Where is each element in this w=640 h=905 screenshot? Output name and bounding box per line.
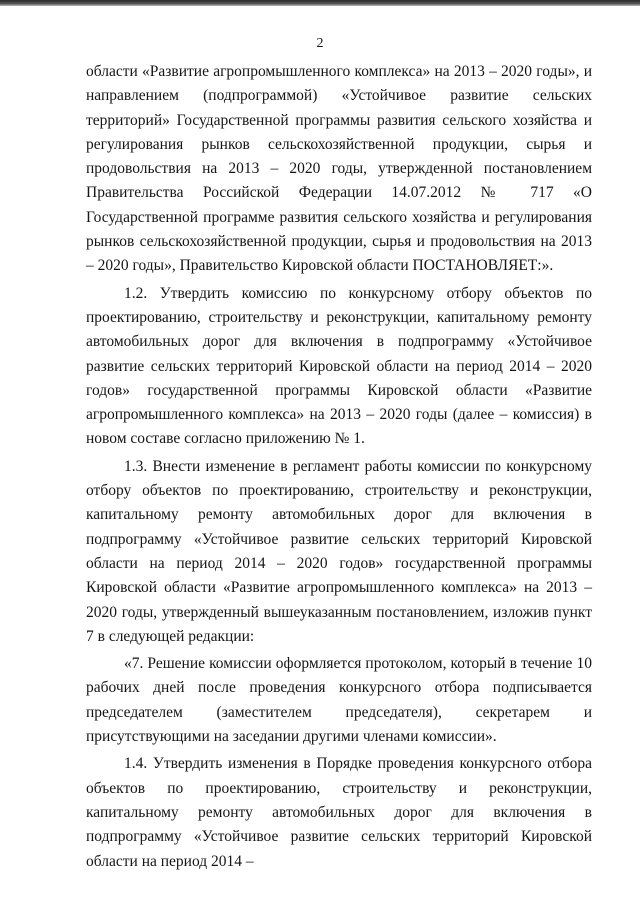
paragraph-continuation: области «Развитие агропромышленного комплекса» на 2013 – 2020 годы», и направлением (подпрограммой) «Устойчивое развитие сельских территорий» Государственной программы развития сельского хозяйства и регулирования рынков сельскохозяйственной продукции, сырья и продовольствия на 2013 – 2020 годы, утвержденной постановлением Правительства Российской Федерации 14.07.2012 № 717 «О Государственной программе развития сельского хозяйства и регулирования рынков сельскохозяйственной продукции, сырья и продовольствия на 2013 – 2020 годы», Правительство Кировской области ПОСТАНОВЛЯЕТ:».: [86, 63, 592, 275]
document-body: [86, 60, 592, 874]
paragraph-quoted-item-7: «7. Решение комиссии оформляется протоколом, который в течение 10 рабочих дней после проведения конкурсного отбора подписывается председателем (заместителем председателя), секретарем и присутствующими на заседании другими членами комиссии».: [86, 655, 592, 746]
paragraph-1-4: 1.4. Утвердить изменения в Порядке проведения конкурсного отбора объектов по проектированию, строительству и реконструкции, капитальному ремонту автомобильных дорог для включения в подпрограмму «Устойчивое развитие сельских территорий Кировской области на период 2014 –: [86, 755, 592, 870]
page-top-edge: [0, 0, 640, 6]
page-number: 2: [316, 36, 324, 51]
paragraph-1-3: 1.3. Внести изменение в регламент работы комиссии по конкурсному отбору объектов по проектированию, строительству и реконструкции, капитальному ремонту автомобильных дорог для включения в подпрограмму «Устойчивое развитие сельских территорий Кировской области на период 2014 – 2020 годов» государственной программы Кировской области «Развитие агропромышленного комплекса» на 2013 – 2020 годы, утвержденный вышеуказанным постановлением, изложив пункт 7 в следующей редакции:: [86, 457, 592, 645]
paragraph-1-2: 1.2. Утвердить комиссию по конкурсному отбору объектов по проектированию, строительству и реконструкции, капитальному ремонту автомобильных дорог для включения в подпрограмму «Устойчивое развитие сельских территорий Кировской области на период 2014 – 2020 годов» государственной программы Кировской области «Развитие агропромышленного комплекса» на 2013 – 2020 годы (далее – комиссия) в новом составе согласно приложению № 1.: [86, 284, 592, 448]
